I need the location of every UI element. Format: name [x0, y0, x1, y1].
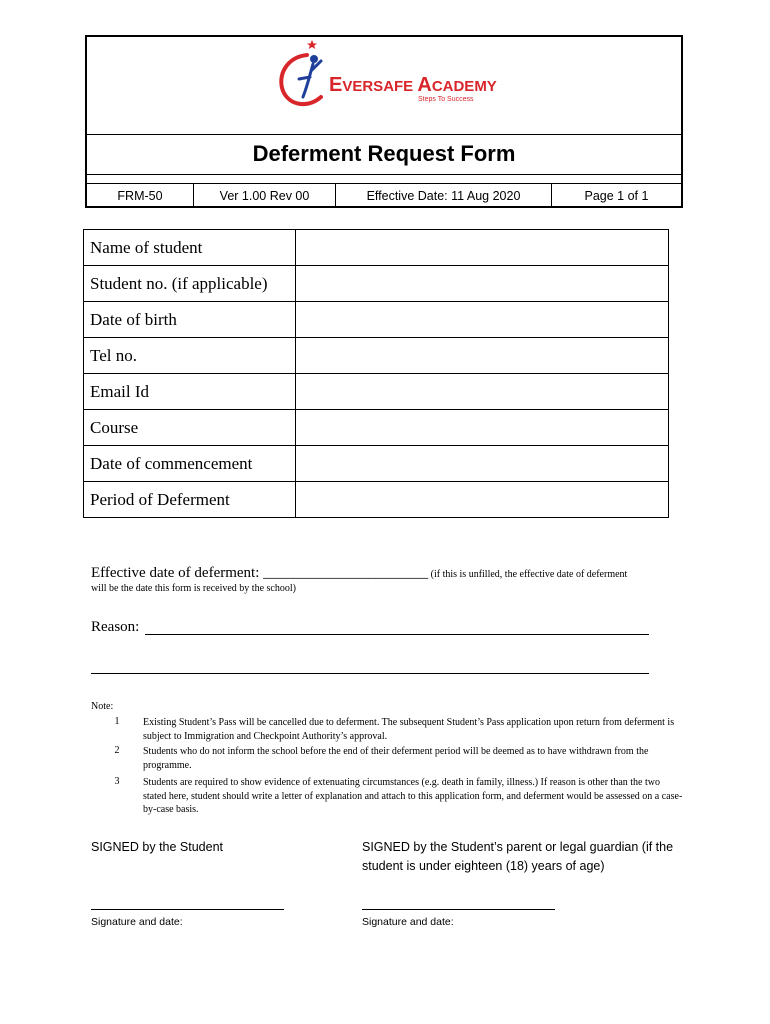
reason-input-line[interactable] — [145, 634, 649, 635]
effective-deferment-blank[interactable]: ______________________ — [263, 565, 429, 581]
field-label: Course — [84, 410, 296, 446]
date-of-commencement-field[interactable] — [296, 446, 669, 482]
logo-area — [87, 37, 681, 135]
email-id-field[interactable] — [296, 374, 669, 410]
reason-input-line-2[interactable] — [91, 673, 649, 674]
field-label: Email Id — [84, 374, 296, 410]
student-no-field[interactable] — [296, 266, 669, 302]
logo-figure-body-icon — [299, 61, 321, 97]
table-row — [84, 482, 669, 518]
logo-star-icon — [307, 40, 317, 49]
effective-deferment-label: Effective date of deferment: — [91, 565, 264, 581]
svg-text:EVERSAFE ACADEMY — [329, 74, 497, 96]
form-header — [85, 35, 683, 208]
course-field[interactable] — [296, 410, 669, 446]
form-page: Page 1 of 1 — [584, 189, 649, 203]
eversafe-logo — [277, 39, 507, 131]
form-code: FRM-50 — [87, 184, 194, 208]
table-row — [84, 302, 669, 338]
effective-deferment-note: (if this is unfilled, the effective date of deferment — [428, 569, 628, 580]
table-row — [84, 338, 669, 374]
note-number: 1 — [114, 716, 120, 727]
effective-deferment-line — [91, 565, 627, 582]
table-row — [84, 446, 669, 482]
note-text: Existing Student’s Pass will be cancelled due to deferment. The subsequent Student’s Pass application upon return from deferment is subject to Immigration and Checkpoint Authority’s approval. — [143, 717, 675, 742]
table-row — [84, 266, 669, 302]
field-label: Date of commencement — [84, 446, 296, 482]
field-label: Tel no. — [84, 338, 296, 374]
guardian-signature-label: Signature and date: — [362, 916, 454, 928]
note-text: Students are required to show evidence of extenuating circumstances (e.g. death in family, illness.) If reason is other than the two stated here, student should write a letter of explanation and attach to this application form, and deferment would be assessed on a case-by-case basis. — [143, 777, 683, 815]
note-number: 2 — [114, 745, 120, 756]
reason-label: Reason: — [91, 619, 140, 635]
guardian-signature-heading: SIGNED by the Student’s parent or legal guardian (if the student is under eighteen (18) years of age) — [362, 840, 674, 873]
logo-cademy: CADEMY — [431, 78, 497, 95]
form-title: Deferment Request Form — [252, 141, 516, 166]
logo-a: A — [417, 74, 432, 96]
field-label: Period of Deferment — [84, 482, 296, 518]
student-signature-line[interactable] — [91, 909, 284, 910]
field-label: Name of student — [84, 230, 296, 266]
name-of-student-field[interactable] — [296, 230, 669, 266]
student-info-table — [83, 229, 669, 518]
logo-tagline: Steps To Success — [418, 96, 474, 103]
notes-heading: Note: — [91, 701, 114, 712]
guardian-signature-line[interactable] — [362, 909, 555, 910]
tel-no-field[interactable] — [296, 338, 669, 374]
title-row — [87, 134, 681, 175]
meta-row — [87, 184, 681, 208]
effective-deferment-note-cont: will be the date this form is received by the school) — [91, 583, 296, 594]
table-row — [84, 410, 669, 446]
logo-figure-head-icon — [310, 55, 318, 63]
form-version: Ver 1.00 Rev 00 — [194, 184, 336, 208]
note-number: 3 — [114, 776, 120, 787]
logo-versafe: VERSAFE — [342, 78, 418, 95]
period-of-deferment-field[interactable] — [296, 482, 669, 518]
date-of-birth-field[interactable] — [296, 302, 669, 338]
note-text: Students who do not inform the school before the end of their deferment period will be deemed as to have withdrawn from the programme. — [143, 746, 649, 771]
field-label: Student no. (if applicable) — [84, 266, 296, 302]
table-row — [84, 230, 669, 266]
field-label: Date of birth — [84, 302, 296, 338]
logo-e: E — [329, 74, 343, 96]
form-effective-date: Effective Date: 11 Aug 2020 — [336, 184, 552, 208]
table-row — [84, 374, 669, 410]
student-signature-heading: SIGNED by the Student — [91, 840, 224, 854]
student-signature-label: Signature and date: — [91, 916, 183, 928]
